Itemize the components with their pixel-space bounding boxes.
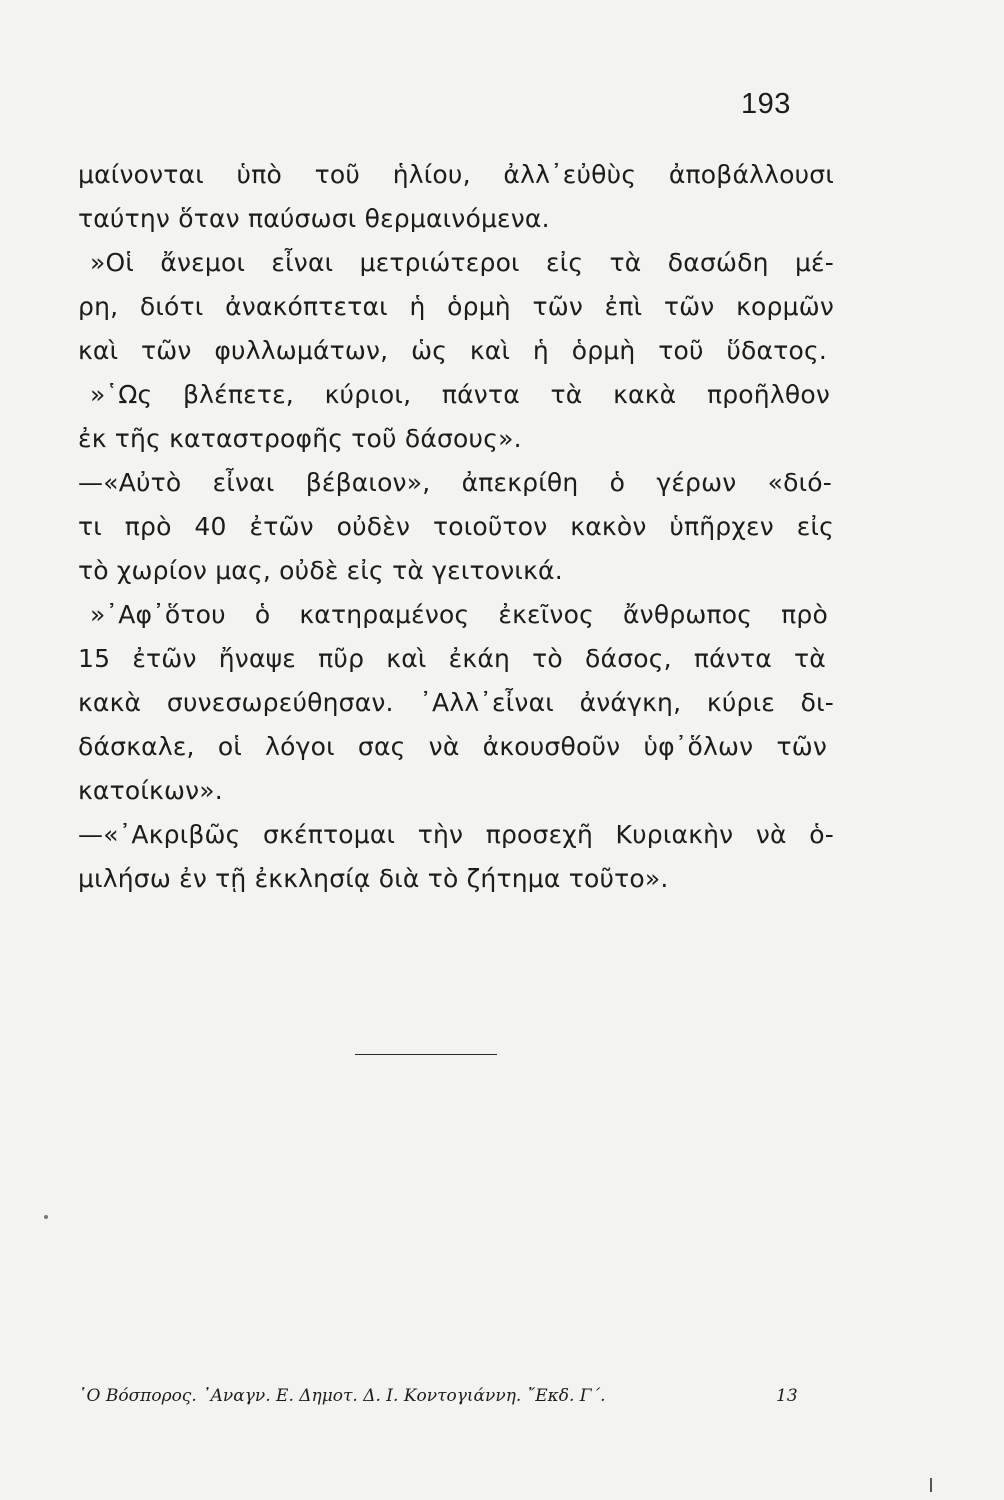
- edge-mark: [930, 1478, 932, 1492]
- footer-signature: 13: [776, 1386, 798, 1406]
- text-line: μιλήσω ἐν τῇ ἐκκλησίᾳ διὰ τὸ ζήτημα τοῦτο».: [78, 864, 669, 893]
- footer-citation: ῾Ο Βόσπορος. ᾽Αναγν. Ε. Δημοτ. Δ. Ι. Κοντογιάννη. ῎Εκδ. Γ΄.: [78, 1386, 606, 1406]
- text-line: —«᾽Ακριβῶς σκέπτομαι τὴν προσεχῆ Κυριακὴν νὰ ὁ-: [78, 820, 834, 849]
- text-line: καὶ τῶν φυλλωμάτων, ὡς καὶ ἡ ὁρμὴ τοῦ ὕδατος.: [78, 336, 827, 365]
- text-line: τι πρὸ 40 ἐτῶν οὐδὲν τοιοῦτον κακὸν ὑπῆρχεν εἰς: [78, 512, 834, 541]
- text-line: κατοίκων».: [78, 776, 223, 805]
- text-line: ταύτην ὅταν παύσωσι θερμαινόμενα.: [78, 204, 550, 233]
- text-line: —«Αὐτὸ εἶναι βέβαιον», ἀπεκρίθη ὁ γέρων «διό-: [78, 468, 832, 497]
- page-number: 193: [741, 88, 791, 120]
- text-line: τὸ χωρίον μας, οὐδὲ εἰς τὰ γειτονικά.: [78, 556, 563, 585]
- text-line: ρη, διότι ἀνακόπτεται ἡ ὁρμὴ τῶν ἐπὶ τῶν κορμῶν: [78, 292, 834, 321]
- text-line: »῾Ως βλέπετε, κύριοι, πάντα τὰ κακὰ προῆλθον: [90, 380, 830, 409]
- text-line: »Οἱ ἄνεμοι εἶναι μετριώτεροι εἰς τὰ δασώδη μέ-: [90, 248, 834, 277]
- speck: [44, 1215, 48, 1219]
- text-line: 15 ἐτῶν ἤναψε πῦρ καὶ ἐκάη τὸ δάσος, πάντα τὰ: [78, 644, 826, 673]
- text-line: ἐκ τῆς καταστροφῆς τοῦ δάσους».: [78, 424, 522, 453]
- text-line: »᾽Αφ᾽ὅτου ὁ κατηραμένος ἐκεῖνος ἄνθρωπος πρὸ: [90, 600, 828, 629]
- text-line: μαίνονται ὑπὸ τοῦ ἡλίου, ἀλλ᾽εὐθὺς ἀποβάλλουσι: [78, 160, 834, 189]
- section-rule: [355, 1054, 497, 1055]
- text-line: κακὰ συνεσωρεύθησαν. ᾽Αλλ᾽εἶναι ἀνάγκη, κύριε δι-: [78, 688, 834, 717]
- text-line: δάσκαλε, οἱ λόγοι σας νὰ ἀκουσθοῦν ὑφ᾽ὅλων τῶν: [78, 732, 827, 761]
